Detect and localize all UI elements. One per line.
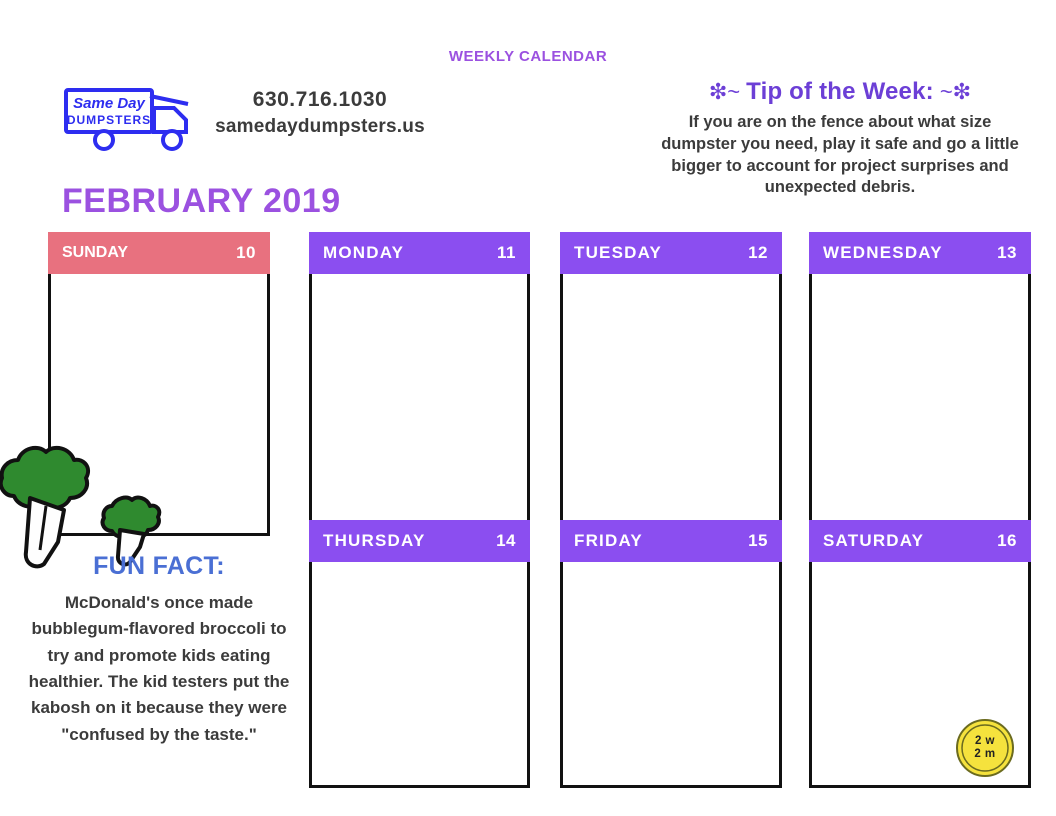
day-cell-thursday[interactable] bbox=[309, 520, 530, 788]
badge-line-2: 2 m bbox=[974, 748, 996, 760]
svg-text:DUMPSTERS: DUMPSTERS bbox=[66, 113, 152, 127]
day-header-wednesday bbox=[809, 232, 1031, 274]
badge-line-1: 2 w bbox=[974, 734, 996, 747]
day-name-monday: MONDAY bbox=[323, 243, 405, 262]
day-number-wednesday: 13 bbox=[997, 243, 1017, 262]
day-body-thursday[interactable] bbox=[309, 562, 530, 788]
day-number-tuesday: 12 bbox=[748, 243, 768, 262]
day-name-saturday: SATURDAY bbox=[823, 531, 925, 550]
day-cell-tuesday[interactable] bbox=[560, 232, 782, 540]
dump-truck-icon bbox=[62, 82, 202, 162]
flourish-left-icon: ❇~ bbox=[708, 79, 741, 104]
day-header-thursday bbox=[309, 520, 530, 562]
svg-text:Same Day: Same Day bbox=[73, 95, 145, 112]
fun-fact-text: McDonald's once made bubblegum-flavored broccoli to try and promote kids eating healthier. The kid testers put the kabosh on it because they were "confused by the taste." bbox=[28, 593, 290, 744]
company-logo bbox=[62, 82, 202, 162]
tip-text: If you are on the fence about what size dumpster you need, play it safe and go a little bigger to account for project surprises and unexpected debris. bbox=[661, 113, 1019, 197]
day-body-tuesday[interactable] bbox=[560, 274, 782, 540]
day-header-friday bbox=[560, 520, 782, 562]
day-number-saturday: 16 bbox=[997, 531, 1017, 550]
day-body-friday[interactable] bbox=[560, 562, 782, 788]
website-url[interactable]: samedaydumpsters.us bbox=[215, 116, 425, 138]
day-header-tuesday bbox=[560, 232, 782, 274]
day-body-wednesday[interactable] bbox=[809, 274, 1031, 540]
size-badge bbox=[955, 718, 1015, 778]
day-number-friday: 15 bbox=[748, 531, 768, 550]
weekly-calendar-label: WEEKLY CALENDAR bbox=[448, 48, 608, 65]
contact-info bbox=[205, 86, 435, 140]
day-name-wednesday: WEDNESDAY bbox=[823, 243, 943, 262]
day-cell-wednesday[interactable] bbox=[809, 232, 1031, 540]
tip-title: Tip of the Week: bbox=[746, 78, 934, 105]
month-title: FEBRUARY 2019 bbox=[62, 182, 341, 220]
fun-fact-title: FUN FACT: bbox=[93, 552, 225, 580]
day-header-saturday bbox=[809, 520, 1031, 562]
day-name-tuesday: TUESDAY bbox=[574, 243, 663, 262]
day-name-friday: FRIDAY bbox=[574, 531, 643, 550]
day-cell-monday[interactable] bbox=[309, 232, 530, 540]
day-name-sunday: SUNDAY bbox=[62, 244, 129, 261]
day-body-monday[interactable] bbox=[309, 274, 530, 540]
day-header-monday bbox=[309, 232, 530, 274]
day-cell-friday[interactable] bbox=[560, 520, 782, 788]
day-number-thursday: 14 bbox=[496, 531, 516, 550]
day-number-sunday: 10 bbox=[236, 243, 256, 262]
day-number-monday: 11 bbox=[497, 243, 516, 262]
flourish-right-icon: ~❇ bbox=[939, 79, 972, 104]
phone-number[interactable]: 630.716.1030 bbox=[252, 88, 388, 111]
tip-of-the-week bbox=[660, 78, 1020, 199]
day-header-sunday bbox=[48, 232, 270, 274]
day-name-thursday: THURSDAY bbox=[323, 531, 426, 550]
